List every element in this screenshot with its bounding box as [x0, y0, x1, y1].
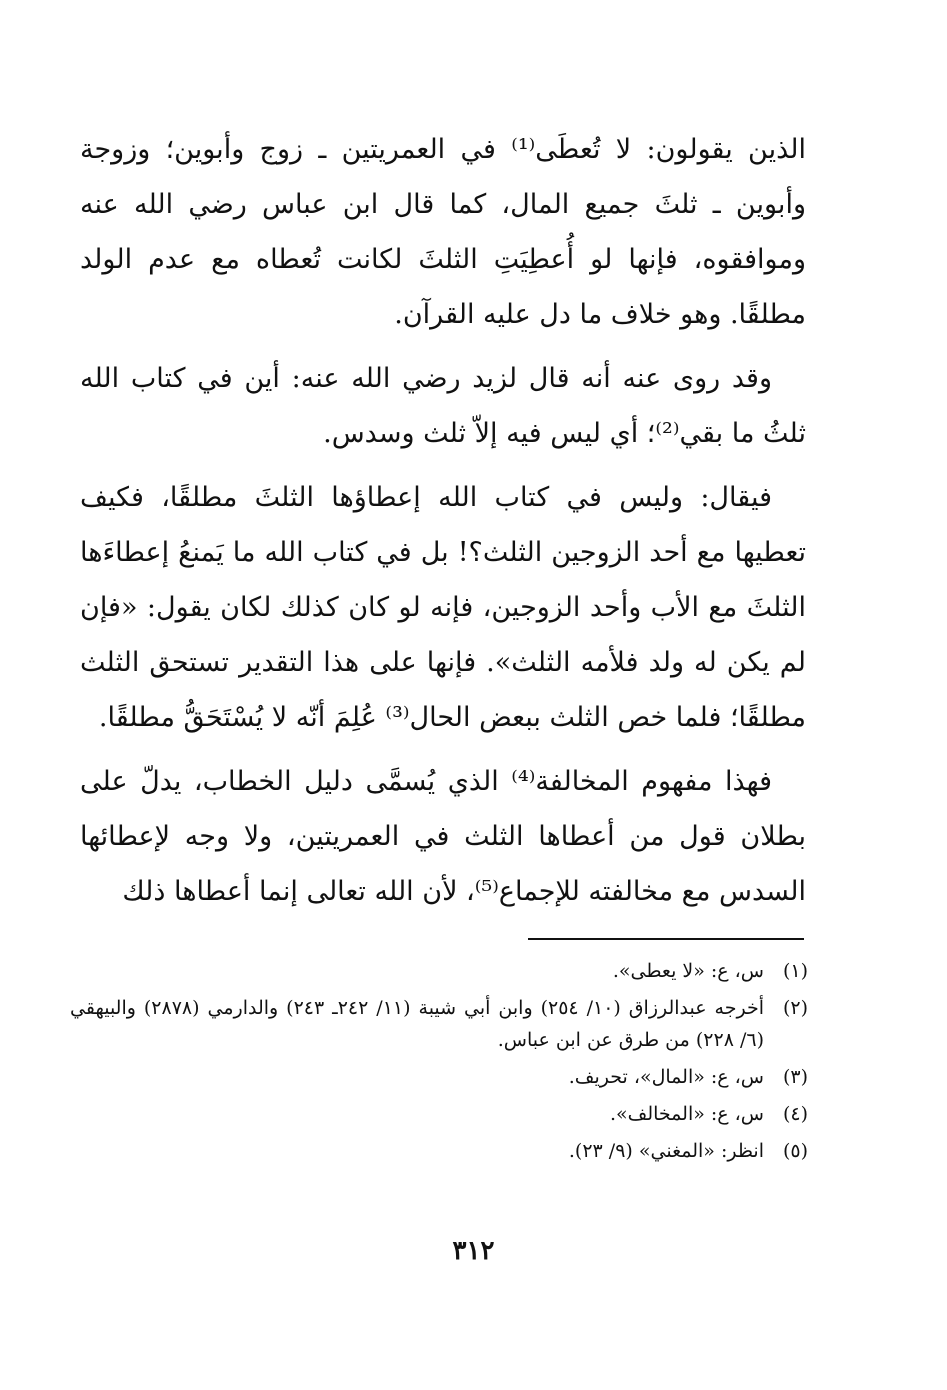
paragraph-4: فهذا مفهوم المخالفة⁽⁴⁾ الذي يُسمَّى دليل الخطاب، يدلّ على بطلان قول من أعطاها الثلث في العمريتين، ولا وجه لإعطائها السدس مع مخالفته للإجماع⁽⁵⁾، لأن الله تعالى إنما أعطاها ذلك — [80, 766, 806, 907]
paragraph-3: فيقال: وليس في كتاب الله إعطاؤها الثلثَ مطلقًا، فكيف تعطيها مع أحد الزوجين الثلث؟! بل في كتاب الله ما يَمنعُ إعطاءَها الثلثَ مع الأب وأحد الزوجين، فإنه لو كان كذلك لكان يقول: «فإن لم يكن له ولد فلأمه الثلث». فإنها على هذا التقدير تستحق الثلث مطلقًا؛ فلما خص الثلث ببعض الحال⁽³⁾ عُلِمَ أنّه لا يُسْتَحَقُّ مطلقًا. — [80, 482, 806, 733]
footnote-number: (٣) — [782, 1066, 808, 1088]
footnote-text: س، ع: «المال»، تحريف. — [568, 1066, 764, 1088]
footnote-5 — [70, 1135, 808, 1167]
footnote-number: (١) — [782, 960, 808, 982]
paragraph-2: وقد روى عنه أنه قال لزيد رضي الله عنه: أين في كتاب الله ثلثُ ما بقي⁽²⁾؛ أي ليس فيه إلاّ ثلث وسدس. — [80, 363, 806, 449]
paragraph-1: الذين يقولون: لا تُعطَى⁽¹⁾ في العمريتين ـ زوج وأبوين؛ وزوجة وأبوين ـ ثلثَ جميع المال، كما قال ابن عباس رضي الله عنه وموافقوه، فإنها لو أُعطِيَتِ الثلثَ لكانت تُعطاه مع عدم الولد مطلقًا. وهو خلاف ما دل عليه القرآن. — [80, 134, 806, 330]
footnotes — [70, 955, 808, 1172]
footnote-divider — [528, 938, 804, 940]
footnote-text: انظر: «المغني» (٩/ ٢٣). — [568, 1140, 764, 1162]
footnote-1 — [70, 955, 808, 987]
main-text — [80, 122, 806, 919]
footnote-2 — [70, 992, 808, 1056]
footnote-text: أخرجه عبدالرزاق (١٠/ ٢٥٤) وابن أبي شيبة (١١/ ٢٤٢ـ ٢٤٣) والدارمي (٢٨٧٨) والبيهقي (٦/ ٢٢٨) من طرق عن ابن عباس. — [70, 997, 764, 1051]
footnote-text: س، ع: «لا يعطى». — [612, 960, 764, 982]
footnote-3 — [70, 1061, 808, 1093]
page-number: ٣١٢ — [452, 1236, 495, 1266]
footnote-number: (٤) — [782, 1103, 808, 1125]
footnote-number: (٥) — [782, 1140, 808, 1162]
footnote-4 — [70, 1098, 808, 1130]
footnote-text: س، ع: «المخالف». — [610, 1103, 764, 1125]
footnote-number: (٢) — [782, 997, 808, 1019]
